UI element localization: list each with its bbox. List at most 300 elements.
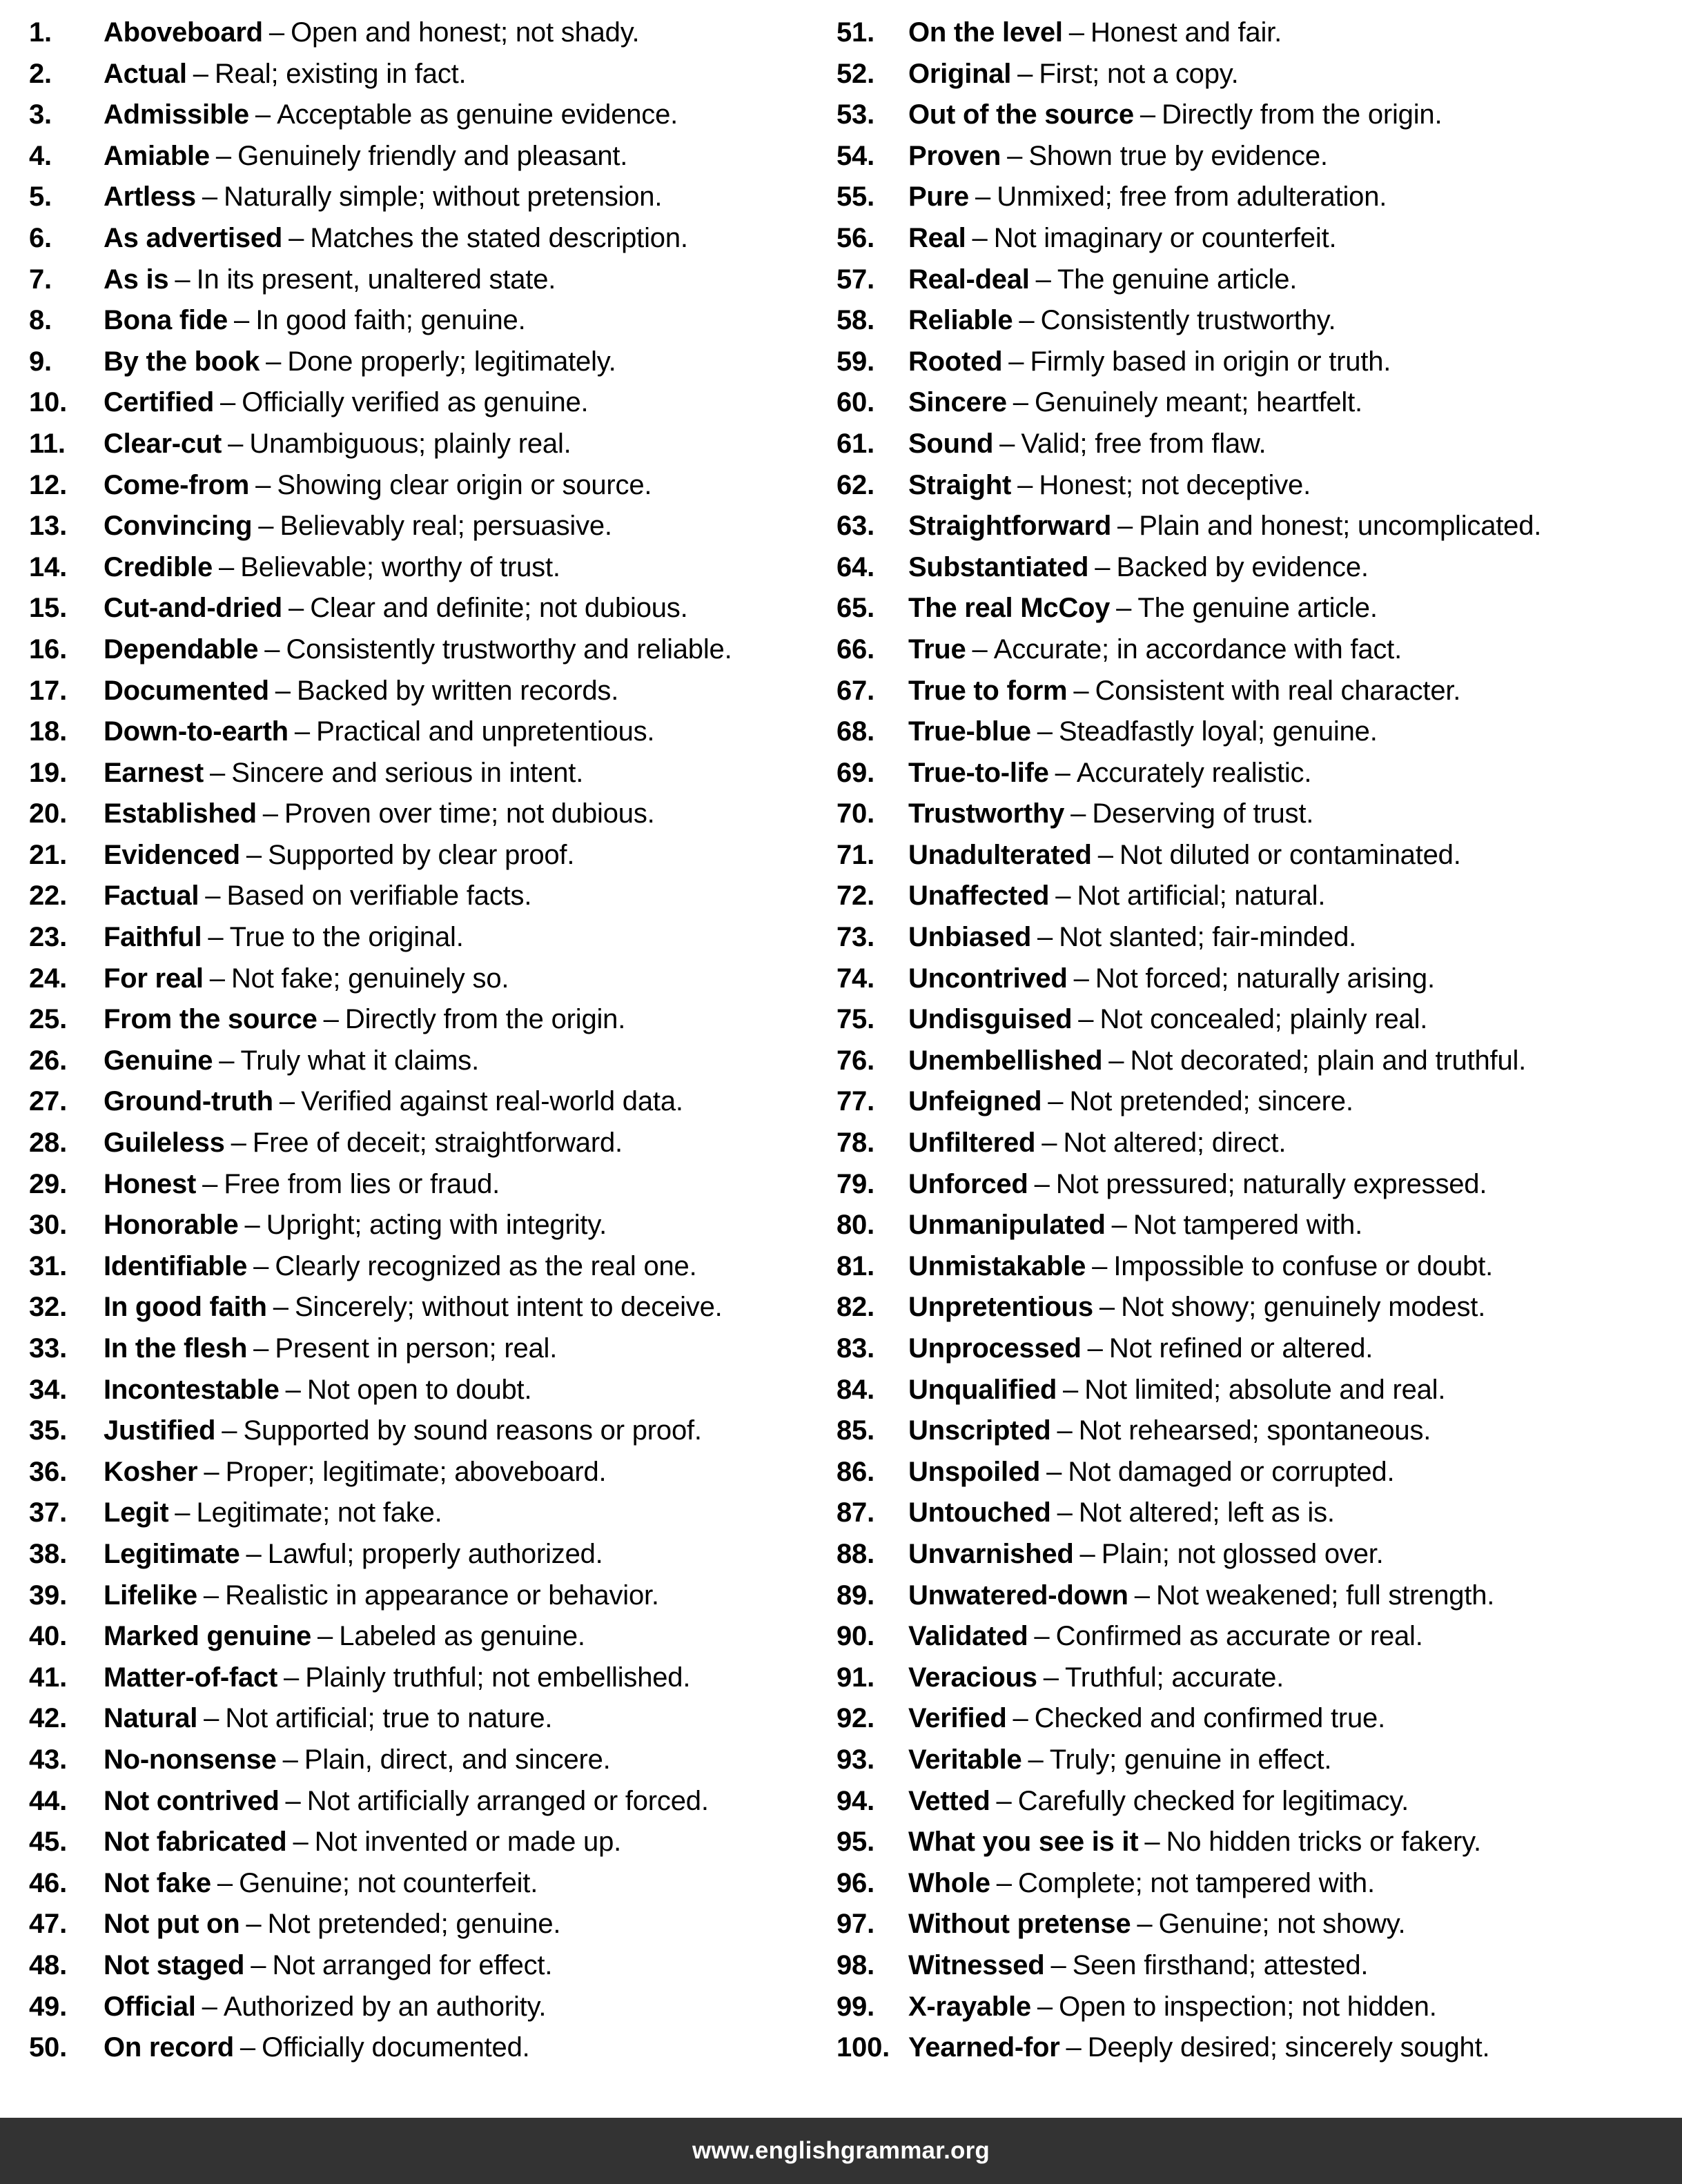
item-definition: Not damaged or corrupted. xyxy=(1068,1456,1395,1487)
item-term: Whole xyxy=(908,1867,990,1898)
item-separator-dash: – xyxy=(239,2032,256,2063)
item-definition: Not showy; genuinely modest. xyxy=(1121,1292,1486,1323)
item-term: Come-from xyxy=(104,469,250,500)
item-number: 25. xyxy=(29,1004,68,1035)
item-definition: Complete; not tampered with. xyxy=(1017,1867,1375,1898)
item-number: 10. xyxy=(29,387,68,418)
item-number: 24. xyxy=(29,963,68,994)
item-separator-dash: – xyxy=(253,1333,269,1364)
item-definition: Plain; not glossed over. xyxy=(1101,1538,1384,1569)
item-definition: Impossible to confuse or doubt. xyxy=(1113,1250,1494,1281)
item-separator-dash: – xyxy=(1050,1949,1066,1980)
item-definition: Not pressured; naturally expressed. xyxy=(1055,1168,1487,1199)
list-item xyxy=(837,671,1675,712)
item-number: 34. xyxy=(29,1374,68,1405)
item-separator-dash: – xyxy=(262,798,279,829)
item-separator-dash: – xyxy=(217,1867,233,1898)
list-item xyxy=(29,1452,821,1493)
item-definition: Deeply desired; sincerely sought. xyxy=(1087,2032,1490,2063)
list-item xyxy=(837,917,1675,958)
item-term: Unwatered-down xyxy=(908,1580,1128,1611)
item-number: 87. xyxy=(837,1497,875,1528)
item-number: 76. xyxy=(837,1045,875,1076)
item-definition: Upright; acting with integrity. xyxy=(266,1210,607,1241)
item-definition: Steadfastly loyal; genuine. xyxy=(1059,716,1378,747)
item-separator-dash: – xyxy=(1137,1909,1153,1940)
item-number: 44. xyxy=(29,1785,68,1816)
item-definition: Clear and definite; not dubious. xyxy=(310,593,688,624)
item-separator-dash: – xyxy=(1063,1374,1079,1405)
list-item xyxy=(29,300,821,342)
item-term: Incontestable xyxy=(104,1374,280,1405)
item-separator-dash: – xyxy=(244,1210,260,1241)
item-separator-dash: – xyxy=(1073,963,1089,994)
item-definition: Honest; not deceptive. xyxy=(1039,469,1311,500)
item-number: 56. xyxy=(837,222,875,253)
item-number: 14. xyxy=(29,551,68,582)
item-number: 81. xyxy=(837,1250,875,1281)
item-number: 5. xyxy=(29,181,52,213)
item-definition: No hidden tricks or fakery. xyxy=(1166,1827,1481,1858)
list-item xyxy=(837,1698,1675,1740)
item-separator-dash: – xyxy=(1017,469,1033,500)
item-term: Proven xyxy=(908,140,1001,171)
item-separator-dash: – xyxy=(1008,346,1024,377)
item-term: Unpretentious xyxy=(908,1292,1093,1323)
item-definition: Plain and honest; uncomplicated. xyxy=(1139,511,1542,542)
list-item xyxy=(837,2027,1675,2069)
list-item xyxy=(837,629,1675,671)
item-definition: Legitimate; not fake. xyxy=(196,1497,442,1528)
item-number: 33. xyxy=(29,1333,68,1364)
item-separator-dash: – xyxy=(996,1867,1012,1898)
item-term: Undisguised xyxy=(908,1004,1073,1035)
item-term: In the flesh xyxy=(104,1333,248,1364)
list-item xyxy=(837,1123,1675,1164)
item-number: 55. xyxy=(837,181,875,213)
item-definition: Not forced; naturally arising. xyxy=(1095,963,1435,994)
item-term: Evidenced xyxy=(104,839,240,870)
list-item xyxy=(837,54,1675,95)
item-term: Certified xyxy=(104,387,214,418)
item-definition: Directly from the origin. xyxy=(1162,99,1443,130)
list-item xyxy=(29,1410,821,1452)
item-definition: Proper; legitimate; aboveboard. xyxy=(225,1456,607,1487)
list-item xyxy=(837,12,1675,54)
list-item xyxy=(837,1945,1675,1987)
item-definition: Plainly truthful; not embellished. xyxy=(305,1662,691,1693)
item-definition: Not imaginary or counterfeit. xyxy=(993,222,1337,253)
item-number: 95. xyxy=(837,1827,875,1858)
item-separator-dash: – xyxy=(1092,1250,1108,1281)
item-separator-dash: – xyxy=(1099,1292,1115,1323)
item-term: Rooted xyxy=(908,346,1003,377)
item-number: 13. xyxy=(29,511,68,542)
item-separator-dash: – xyxy=(255,469,271,500)
list-item xyxy=(29,1698,821,1740)
item-definition: Checked and confirmed true. xyxy=(1034,1703,1385,1734)
item-number: 47. xyxy=(29,1909,68,1940)
list-item xyxy=(29,671,821,712)
item-separator-dash: – xyxy=(1144,1827,1160,1858)
item-separator-dash: – xyxy=(1108,1045,1124,1076)
item-term: Unvarnished xyxy=(908,1538,1074,1569)
list-item xyxy=(29,958,821,1000)
item-term: Natural xyxy=(104,1703,198,1734)
list-item xyxy=(837,424,1675,465)
item-term: Vetted xyxy=(908,1785,990,1816)
item-definition: Not fake; genuinely so. xyxy=(231,963,509,994)
page-footer xyxy=(0,2118,1682,2184)
item-term: No-nonsense xyxy=(104,1744,277,1775)
item-separator-dash: – xyxy=(1035,264,1051,295)
item-definition: Sincerely; without intent to deceive. xyxy=(294,1292,723,1323)
item-definition: Real; existing in fact. xyxy=(215,58,467,89)
item-number: 11. xyxy=(29,428,66,459)
item-term: Amiable xyxy=(104,140,210,171)
item-term: Unspoiled xyxy=(908,1456,1041,1487)
list-item xyxy=(837,835,1675,876)
item-separator-dash: – xyxy=(1073,675,1089,706)
list-item xyxy=(29,259,821,301)
item-separator-dash: – xyxy=(202,1168,218,1199)
item-separator-dash: – xyxy=(253,1250,269,1281)
item-definition: The genuine article. xyxy=(1057,264,1298,295)
list-item xyxy=(29,506,821,547)
item-number: 51. xyxy=(837,17,875,48)
list-item xyxy=(29,1041,821,1082)
item-separator-dash: – xyxy=(219,1045,235,1076)
list-item xyxy=(837,1740,1675,1781)
list-item xyxy=(29,1164,821,1206)
item-separator-dash: – xyxy=(209,963,225,994)
item-term: For real xyxy=(104,963,204,994)
item-separator-dash: – xyxy=(275,675,291,706)
list-item xyxy=(29,1657,821,1699)
list-item xyxy=(29,95,821,136)
item-separator-dash: – xyxy=(1037,1991,1053,2022)
item-definition: Verified against real-world data. xyxy=(301,1086,683,1117)
list-item xyxy=(29,424,821,465)
item-definition: Not invented or made up. xyxy=(314,1827,622,1858)
item-number: 9. xyxy=(29,346,52,377)
item-definition: Not rehearsed; spontaneous. xyxy=(1078,1415,1431,1446)
item-separator-dash: – xyxy=(285,1374,301,1405)
item-term: Yearned-for xyxy=(908,2032,1060,2063)
item-term: Unadulterated xyxy=(908,839,1092,870)
item-number: 82. xyxy=(837,1292,875,1323)
list-item xyxy=(29,1328,821,1370)
item-definition: Genuinely meant; heartfelt. xyxy=(1035,387,1362,418)
item-term: What you see is it xyxy=(908,1827,1139,1858)
list-item xyxy=(837,1081,1675,1123)
item-term: Established xyxy=(104,798,257,829)
list-item xyxy=(29,1740,821,1781)
item-definition: Not weakened; full strength. xyxy=(1155,1580,1495,1611)
item-number: 21. xyxy=(29,839,68,870)
item-definition: Authorized by an authority. xyxy=(223,1991,547,2022)
item-definition: Not diluted or contaminated. xyxy=(1119,839,1461,870)
item-definition: Free from lies or fraud. xyxy=(224,1168,500,1199)
list-item xyxy=(29,1246,821,1288)
list-item xyxy=(837,1616,1675,1657)
item-number: 49. xyxy=(29,1991,68,2022)
item-definition: Firmly based in origin or truth. xyxy=(1030,346,1391,377)
item-term: Unfeigned xyxy=(908,1086,1042,1117)
item-number: 70. xyxy=(837,798,875,829)
item-definition: Plain, direct, and sincere. xyxy=(304,1744,611,1775)
item-definition: In good faith; genuine. xyxy=(255,305,526,336)
item-number: 6. xyxy=(29,222,52,253)
list-item xyxy=(29,12,821,54)
list-item xyxy=(837,1328,1675,1370)
item-number: 99. xyxy=(837,1991,875,2022)
item-separator-dash: – xyxy=(1087,1333,1103,1364)
item-number: 23. xyxy=(29,922,68,953)
item-number: 37. xyxy=(29,1497,68,1528)
item-number: 16. xyxy=(29,633,68,665)
item-term: In good faith xyxy=(104,1292,267,1323)
list-item xyxy=(29,794,821,835)
list-item xyxy=(29,1370,821,1411)
item-number: 30. xyxy=(29,1210,68,1241)
item-term: The real McCoy xyxy=(908,593,1111,624)
list-item xyxy=(837,547,1675,589)
list-item xyxy=(837,958,1675,1000)
item-separator-dash: – xyxy=(1079,1538,1095,1569)
item-number: 97. xyxy=(837,1909,875,1940)
item-term: Unbiased xyxy=(908,922,1032,953)
list-item xyxy=(837,1657,1675,1699)
item-number: 36. xyxy=(29,1456,68,1487)
list-item xyxy=(29,1822,821,1863)
item-separator-dash: – xyxy=(1078,1004,1094,1035)
item-separator-dash: – xyxy=(284,1662,300,1693)
item-separator-dash: – xyxy=(1019,305,1035,336)
list-item xyxy=(837,300,1675,342)
item-number: 74. xyxy=(837,963,875,994)
item-definition: Seen firsthand; attested. xyxy=(1072,1949,1369,1980)
list-item xyxy=(837,465,1675,506)
item-definition: Backed by evidence. xyxy=(1116,551,1369,582)
item-definition: Labeled as genuine. xyxy=(339,1621,585,1652)
item-number: 61. xyxy=(837,428,875,459)
item-definition: Not artificially arranged or forced. xyxy=(306,1785,709,1816)
item-term: On the level xyxy=(908,17,1063,48)
item-separator-dash: – xyxy=(1140,99,1156,130)
item-definition: Proven over time; not dubious. xyxy=(284,798,655,829)
item-separator-dash: – xyxy=(268,17,285,48)
item-number: 98. xyxy=(837,1949,875,1980)
item-separator-dash: – xyxy=(202,181,218,213)
item-separator-dash: – xyxy=(204,1456,219,1487)
list-item xyxy=(29,342,821,383)
item-term: Aboveboard xyxy=(104,17,263,48)
item-definition: Clearly recognized as the real one. xyxy=(275,1250,697,1281)
list-item xyxy=(29,465,821,506)
item-term: Convincing xyxy=(104,511,253,542)
list-item xyxy=(29,1493,821,1534)
item-separator-dash: – xyxy=(1013,387,1029,418)
list-item xyxy=(29,1616,821,1657)
item-number: 52. xyxy=(837,58,875,89)
item-definition: Not pretended; sincere. xyxy=(1069,1086,1353,1117)
item-separator-dash: – xyxy=(222,1415,237,1446)
item-number: 15. xyxy=(29,593,68,624)
item-definition: Unambiguous; plainly real. xyxy=(249,428,571,459)
item-number: 90. xyxy=(837,1621,875,1652)
item-term: Honorable xyxy=(104,1210,239,1241)
item-number: 53. xyxy=(837,99,875,130)
item-term: Credible xyxy=(104,551,213,582)
item-separator-dash: – xyxy=(996,1785,1012,1816)
item-term: Clear-cut xyxy=(104,428,222,459)
item-term: Uncontrived xyxy=(908,963,1068,994)
list-item xyxy=(29,1287,821,1328)
item-number: 29. xyxy=(29,1168,68,1199)
item-term: Not put on xyxy=(104,1909,240,1940)
item-number: 63. xyxy=(837,511,875,542)
item-definition: Practical and unpretentious. xyxy=(316,716,655,747)
item-term: Unscripted xyxy=(908,1415,1051,1446)
list-item xyxy=(837,1041,1675,1082)
item-number: 46. xyxy=(29,1867,68,1898)
list-item xyxy=(837,1493,1675,1534)
list-item xyxy=(29,1945,821,1987)
item-definition: Honest and fair. xyxy=(1091,17,1282,48)
list-item xyxy=(837,1904,1675,1945)
item-term: Witnessed xyxy=(908,1949,1045,1980)
item-separator-dash: – xyxy=(1013,1703,1028,1734)
item-term: True xyxy=(908,633,966,665)
item-definition: Not arranged for effect. xyxy=(272,1949,553,1980)
list-item xyxy=(837,218,1675,259)
item-separator-dash: – xyxy=(1037,716,1053,747)
item-definition: Truly what it claims. xyxy=(240,1045,480,1076)
item-number: 57. xyxy=(837,264,875,295)
list-item xyxy=(29,588,821,629)
list-item xyxy=(837,1534,1675,1575)
item-term: Guileless xyxy=(104,1128,225,1159)
item-number: 77. xyxy=(837,1086,875,1117)
item-number: 50. xyxy=(29,2032,68,2063)
item-term: From the source xyxy=(104,1004,317,1035)
list-item xyxy=(837,382,1675,424)
item-term: Trustworthy xyxy=(908,798,1065,829)
item-term: Original xyxy=(908,58,1012,89)
item-term: True to form xyxy=(908,675,1068,706)
item-term: Real-deal xyxy=(908,264,1030,295)
item-term: Unforced xyxy=(908,1168,1028,1199)
item-number: 96. xyxy=(837,1867,875,1898)
item-definition: Believable; worthy of trust. xyxy=(240,551,560,582)
list-item xyxy=(29,1904,821,1945)
item-separator-dash: – xyxy=(1057,1497,1073,1528)
list-item xyxy=(29,835,821,876)
list-item xyxy=(29,136,821,177)
list-item xyxy=(29,1534,821,1575)
list-item xyxy=(837,1246,1675,1288)
item-definition: Truly; genuine in effect. xyxy=(1049,1744,1332,1775)
item-number: 1. xyxy=(29,17,52,48)
list-item xyxy=(837,753,1675,794)
item-number: 54. xyxy=(837,140,875,171)
list-item xyxy=(837,999,1675,1041)
item-definition: Confirmed as accurate or real. xyxy=(1055,1621,1423,1652)
item-number: 48. xyxy=(29,1949,68,1980)
item-separator-dash: – xyxy=(202,1991,217,2022)
item-term: Sound xyxy=(908,428,994,459)
item-separator-dash: – xyxy=(1134,1580,1150,1611)
item-term: Not staged xyxy=(104,1949,245,1980)
item-definition: Consistently trustworthy and reliable. xyxy=(286,633,732,665)
item-separator-dash: – xyxy=(231,1128,246,1159)
item-number: 27. xyxy=(29,1086,68,1117)
item-number: 8. xyxy=(29,305,52,336)
item-definition: Believably real; persuasive. xyxy=(280,511,612,542)
item-separator-dash: – xyxy=(208,922,224,953)
list-item xyxy=(29,382,821,424)
item-separator-dash: – xyxy=(233,305,250,336)
item-definition: Not slanted; fair-minded. xyxy=(1059,922,1357,953)
item-separator-dash: – xyxy=(204,1703,219,1734)
item-term: Earnest xyxy=(104,757,204,788)
item-term: Substantiated xyxy=(908,551,1089,582)
item-term: Pure xyxy=(908,181,969,213)
item-definition: Consistent with real character. xyxy=(1095,675,1461,706)
item-number: 91. xyxy=(837,1662,875,1693)
item-separator-dash: – xyxy=(1111,1210,1127,1241)
item-separator-dash: – xyxy=(219,551,235,582)
item-definition: Showing clear origin or source. xyxy=(277,469,652,500)
list-item xyxy=(837,1205,1675,1246)
item-definition: Open to inspection; not hidden. xyxy=(1059,1991,1437,2022)
item-definition: Not altered; direct. xyxy=(1063,1128,1287,1159)
item-number: 38. xyxy=(29,1538,68,1569)
item-separator-dash: – xyxy=(1116,593,1132,624)
item-number: 31. xyxy=(29,1250,68,1281)
item-number: 28. xyxy=(29,1128,68,1159)
item-term: Unembellished xyxy=(908,1045,1103,1076)
item-term: Genuine xyxy=(104,1045,213,1076)
item-term: Real xyxy=(908,222,966,253)
item-term: Bona fide xyxy=(104,305,228,336)
item-term: Artless xyxy=(104,181,196,213)
item-term: Dependable xyxy=(104,633,259,665)
item-separator-dash: – xyxy=(175,264,190,295)
item-definition: Not limited; absolute and real. xyxy=(1084,1374,1446,1405)
item-number: 89. xyxy=(837,1580,875,1611)
item-number: 42. xyxy=(29,1703,68,1734)
item-number: 75. xyxy=(837,1004,875,1035)
item-number: 60. xyxy=(837,387,875,418)
item-term: Veracious xyxy=(908,1662,1037,1693)
item-number: 94. xyxy=(837,1785,875,1816)
item-separator-dash: – xyxy=(246,1538,262,1569)
list-item xyxy=(29,1781,821,1822)
item-separator-dash: – xyxy=(246,839,262,870)
list-item xyxy=(837,1287,1675,1328)
item-number: 65. xyxy=(837,593,875,624)
item-number: 69. xyxy=(837,757,875,788)
item-term: True-to-life xyxy=(908,757,1049,788)
item-number: 43. xyxy=(29,1744,68,1775)
item-number: 92. xyxy=(837,1703,875,1734)
item-number: 7. xyxy=(29,264,52,295)
item-definition: Sincere and serious in intent. xyxy=(231,757,584,788)
item-separator-dash: – xyxy=(1034,1621,1050,1652)
list-item xyxy=(837,1575,1675,1617)
